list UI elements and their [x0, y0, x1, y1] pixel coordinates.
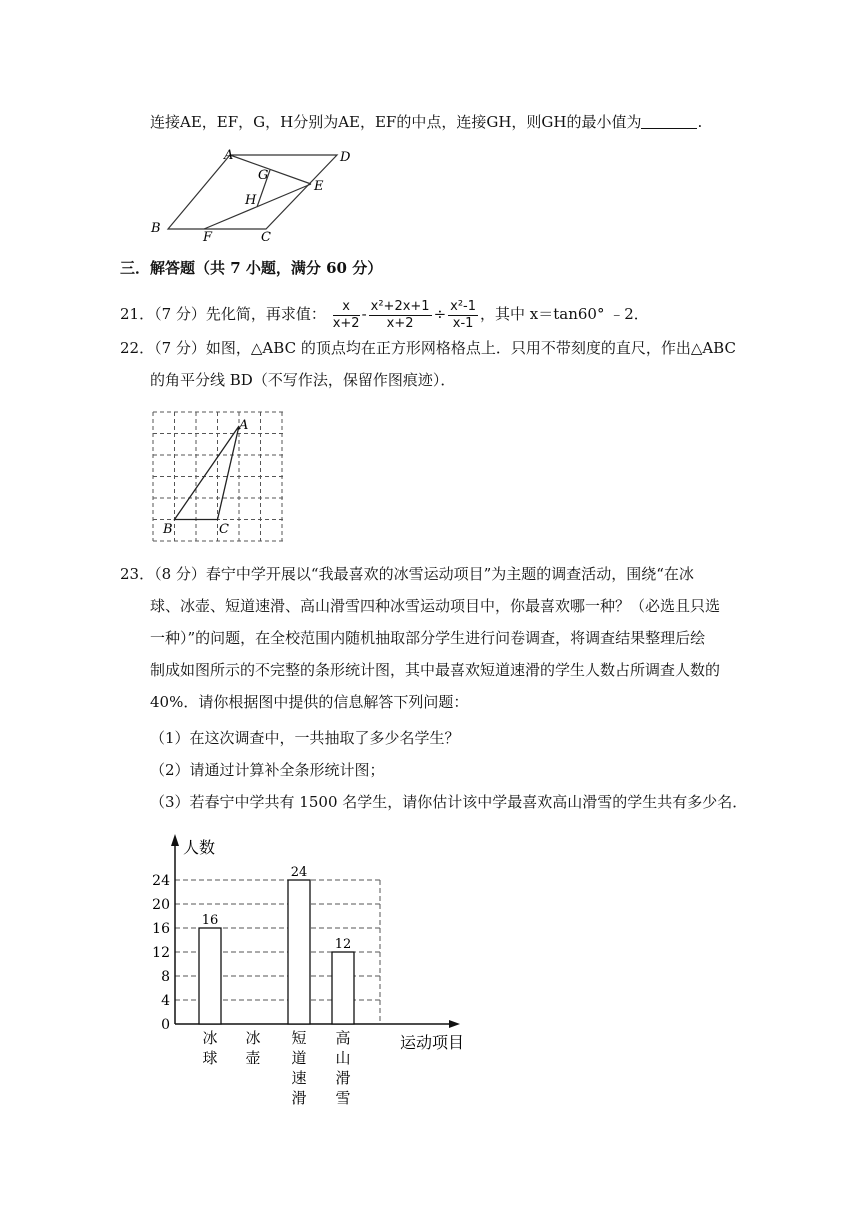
- label-B: B: [151, 221, 161, 236]
- q23-line4: 制成如图所示的不完整的条形统计图，其中最喜欢短道速滑的学生人数占所调查人数的: [150, 661, 721, 679]
- q20-text-line: [150, 112, 702, 132]
- category-label: 山: [335, 1049, 351, 1067]
- y-axis-arrow: [171, 834, 179, 846]
- category-label: 球: [202, 1049, 218, 1067]
- category-label: 滑: [335, 1069, 351, 1087]
- data-label: 12: [334, 937, 352, 952]
- label-A: A: [224, 148, 234, 163]
- grid-triangle-figure: [150, 409, 290, 545]
- frac3-den: x-1: [452, 315, 474, 331]
- y-tick-label: 16: [152, 921, 170, 937]
- q20-text: 连接AE，EF，G，H分别为AE，EF的中点，连接GH，则GH的最小值为: [150, 113, 642, 131]
- frac2-num: x²+2x+1: [370, 298, 430, 314]
- label-E: E: [314, 179, 324, 194]
- frac2-den: x+2: [386, 315, 414, 331]
- q23-sub1: （1）在这次调查中，一共抽取了多少名学生？: [150, 729, 460, 747]
- data-label: 16: [201, 913, 219, 928]
- data-label: 24: [290, 865, 308, 880]
- category-label: 冰: [245, 1029, 261, 1047]
- bar: [332, 952, 354, 1024]
- frac1-num: x: [333, 299, 360, 316]
- y-tick-label: 0: [161, 1017, 170, 1033]
- q21-prefix: （7 分）先化简，再求值：: [154, 305, 326, 323]
- bar: [288, 880, 310, 1024]
- category-label: 雪: [335, 1089, 351, 1107]
- bar: [199, 928, 221, 1024]
- x-axis-arrow: [449, 1020, 460, 1028]
- answer-blank: [641, 114, 697, 129]
- q23-sub2: （2）请通过计算补全条形统计图；: [150, 761, 385, 779]
- y-tick-label: 8: [161, 969, 170, 985]
- label-H: H: [245, 193, 257, 208]
- category-label: 滑: [291, 1089, 307, 1107]
- q22-line2: 的角平分线 BD（不写作法，保留作图痕迹）．: [150, 371, 456, 389]
- q23-line5: 40%．请你根据图中提供的信息解答下列问题：: [150, 693, 469, 711]
- q21-frac2: [369, 299, 432, 332]
- q21-frac1: [333, 299, 360, 332]
- q23-line1: 23．（8 分）春宁中学开展以“我最喜欢的冰雪运动项目”为主题的调查活动，围绕“在冰: [120, 565, 694, 583]
- y-axis-title: 人数: [183, 838, 216, 857]
- label-G: G: [258, 168, 269, 183]
- q23-line3: 一种）”的问题，在全校范围内随机抽取部分学生进行问卷调查，将调查结果整理后绘: [150, 629, 706, 647]
- label-D: D: [340, 150, 351, 165]
- label-C: C: [261, 230, 271, 245]
- q23-line2: 球、冰壶、短道速滑、高山滑雪四种冰雪运动项目中，你最喜欢哪一种？（必选且只选: [150, 597, 721, 615]
- category-label: 壶: [245, 1049, 261, 1067]
- y-tick-label: 24: [152, 873, 170, 889]
- y-tick-label: 20: [152, 897, 170, 913]
- frac1-den: x+2: [332, 315, 360, 331]
- category-label: 速: [291, 1069, 307, 1087]
- x-axis-title: 运动项目: [400, 1033, 465, 1052]
- q21-number: 21．: [120, 305, 155, 323]
- q21-minus: -: [361, 305, 367, 323]
- q20-end: .: [697, 113, 703, 131]
- category-label: 高: [335, 1029, 351, 1047]
- q23-sub3: （3）若春宁中学共有 1500 名学生，请你估计该中学最喜欢高山滑雪的学生共有多少名．: [150, 793, 748, 811]
- label-F: F: [203, 230, 213, 245]
- q21-div: ÷: [433, 305, 447, 323]
- q21-suffix: ，其中 x＝tan60° ﹣2．: [480, 305, 649, 323]
- q22-line1: 22．（7 分）如图，△ABC 的顶点均在正方形网格格点上．只用不带刻度的直尺，作出△ABC: [120, 339, 736, 357]
- category-label: 冰: [202, 1029, 218, 1047]
- frac3-num: x²-1: [450, 298, 477, 314]
- section-title: 三．解答题（共 7 小题，满分 60 分）: [120, 259, 383, 277]
- label-C: C: [219, 522, 229, 537]
- category-label: 短: [291, 1029, 307, 1047]
- q21-line: [120, 296, 649, 332]
- y-tick-label: 12: [152, 945, 170, 961]
- q21-frac3: [448, 299, 478, 332]
- label-A: A: [239, 418, 249, 433]
- y-tick-label: 4: [161, 993, 170, 1009]
- parallelogram-figure: [148, 146, 368, 246]
- bar-chart: [145, 832, 475, 1112]
- label-B: B: [163, 522, 173, 537]
- category-label: 道: [291, 1049, 307, 1067]
